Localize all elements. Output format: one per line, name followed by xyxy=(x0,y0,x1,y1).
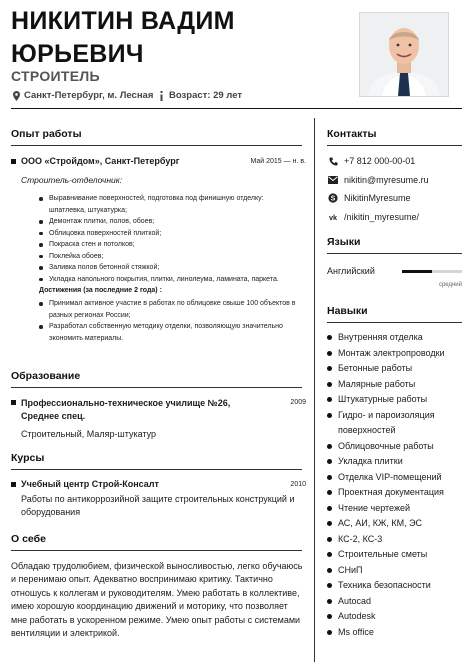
experience-underline xyxy=(11,145,302,146)
full-name xyxy=(11,6,341,69)
location xyxy=(11,90,153,101)
skill-item: Укладка плитки xyxy=(327,454,467,470)
job-entry xyxy=(11,156,306,344)
vk-icon xyxy=(328,212,338,222)
course-description: Работы по антикоррозийной защите строительных конструкций и оборудования xyxy=(21,494,295,517)
skills-underline xyxy=(327,322,462,323)
about-underline xyxy=(11,550,302,551)
age xyxy=(156,90,242,101)
duty-item: Поклейка обоев; xyxy=(39,251,301,263)
skill-item: КС-2, КС-3 xyxy=(327,532,467,548)
skills-list xyxy=(327,330,467,640)
company-name: ООО «Стройдом», Санкт-Петербург xyxy=(21,156,180,166)
skill-item: Облицовочные работы xyxy=(327,439,467,455)
contact-vk-text[interactable]: /nikitin_myresume/ xyxy=(344,211,420,222)
skill-item: Гидро- и пароизоляция поверхностей xyxy=(327,408,467,439)
education-specialty: Строительный, Маляр-штукатур xyxy=(21,429,157,439)
contact-skype xyxy=(328,189,468,208)
achievement-item: Разработал собственную методику отделки, позволяющую значительно экономить материалы. xyxy=(39,321,301,344)
achievement-item: Принимал активное участие в работах по облицовке свыше 100 объектов в разных регионах России; xyxy=(39,298,301,321)
contact-vk xyxy=(328,208,468,227)
contact-phone-text[interactable]: +7 812 000-00-01 xyxy=(344,156,416,167)
contacts-heading: Контакты xyxy=(327,128,377,140)
svg-text:S: S xyxy=(330,195,336,203)
achievements-heading: Достижения (за последние 2 года) : xyxy=(39,287,162,294)
column-divider xyxy=(314,118,315,662)
duty-item: Заливка полов бетонной стяжкой; xyxy=(39,262,301,274)
info-icon xyxy=(156,91,166,101)
job-title: СТРОИТЕЛЬ xyxy=(11,68,100,84)
language-name: Английский xyxy=(327,266,375,276)
about-text: Обладаю трудолюбием, физической выносливостью, легко обучаюсь и перенимаю опыт. Адекватно воспринимаю критику. Тактично отношусь к коллегам и руководителям. Умею работать в коллективе, имею хорошую координацию движений и моторику, что позволяет мне работать в ускоренном режиме. Умею опыт работы с системами вентиляции и электрикой. xyxy=(11,561,303,639)
entry-marker xyxy=(11,159,16,164)
name-line-2: ЮРЬЕВИЧ xyxy=(11,40,144,68)
svg-text:vk: vk xyxy=(328,212,338,221)
skype-icon xyxy=(328,193,338,203)
duty-item: Покраска стен и потолков; xyxy=(39,239,301,251)
skill-item: Малярные работы xyxy=(327,377,467,393)
language-entry xyxy=(327,266,462,288)
skill-item: Ms office xyxy=(327,625,467,641)
education-heading: Образование xyxy=(11,370,81,382)
skill-item: Autocad xyxy=(327,594,467,610)
language-level-label: средний xyxy=(438,282,462,288)
courses-heading: Курсы xyxy=(11,452,45,464)
profile-photo xyxy=(359,12,449,97)
education-year: 2009 xyxy=(290,399,306,406)
skill-item: Чтение чертежей xyxy=(327,501,467,517)
skill-item: Отделка VIP-помещений xyxy=(327,470,467,486)
skills-heading: Навыки xyxy=(327,305,368,317)
skill-item: Техника безопасности xyxy=(327,578,467,594)
experience-heading: Опыт работы xyxy=(11,128,82,140)
phone-icon xyxy=(328,156,338,166)
skill-item: Штукатурные работы xyxy=(327,392,467,408)
contact-skype-text[interactable]: NikitinMyresume xyxy=(344,193,411,204)
about-heading: О себе xyxy=(11,533,46,545)
contact-email-text[interactable]: nikitin@myresume.ru xyxy=(344,174,429,185)
header-divider xyxy=(11,108,462,109)
courses-underline xyxy=(11,469,302,470)
job-position: Строитель-отделочник: xyxy=(21,175,123,185)
location-text: Санкт-Петербург, м. Лесная xyxy=(24,90,154,101)
skill-item: Монтаж электропроводки xyxy=(327,346,467,362)
name-line-1: НИКИТИН ВАДИМ xyxy=(11,7,235,35)
skill-item: Проектная документация xyxy=(327,485,467,501)
languages-underline xyxy=(327,253,462,254)
job-period: Май 2015 — н. в. xyxy=(250,157,306,165)
education-underline xyxy=(11,387,302,388)
skill-item: Внутренняя отделка xyxy=(327,330,467,346)
course-year: 2010 xyxy=(290,480,306,488)
age-text: Возраст: 29 лет xyxy=(169,90,243,101)
entry-marker xyxy=(11,482,16,487)
contacts-underline xyxy=(327,145,462,146)
duty-item: Укладка напольного покрытия, плитки, линолеума, ламината, паркета. xyxy=(39,274,301,286)
contacts-list xyxy=(328,152,468,226)
language-level-bar xyxy=(402,270,462,273)
course-center: Учебный центр Строй-Консалт xyxy=(21,479,159,489)
entry-marker xyxy=(11,400,16,405)
duty-item: Облицовка поверхностей плиткой; xyxy=(39,228,301,240)
duties-list xyxy=(39,193,301,285)
skill-item: Autodesk xyxy=(327,609,467,625)
contact-email xyxy=(328,171,468,190)
skill-item: АС, АИ, КЖ, КМ, ЭС xyxy=(327,516,467,532)
achievements-list xyxy=(39,298,301,344)
skill-item: Строительные сметы xyxy=(327,547,467,563)
mail-icon xyxy=(328,175,338,185)
contact-phone xyxy=(328,152,468,171)
language-level-fill xyxy=(402,270,432,273)
school-name: Профессионально-техническое училище №26, Среднее спец. xyxy=(21,398,231,421)
education-entry xyxy=(11,397,306,439)
duty-item: Выравнивание поверхностей, подготовка под финишную отделку: шпатлевка, штукатурка; xyxy=(39,193,301,216)
skill-item: СНиП xyxy=(327,563,467,579)
languages-heading: Языки xyxy=(327,236,361,248)
skill-item: Бетонные работы xyxy=(327,361,467,377)
duty-item: Демонтаж плитки, полов, обоев; xyxy=(39,216,301,228)
location-pin-icon xyxy=(11,91,21,101)
course-entry xyxy=(11,479,306,519)
